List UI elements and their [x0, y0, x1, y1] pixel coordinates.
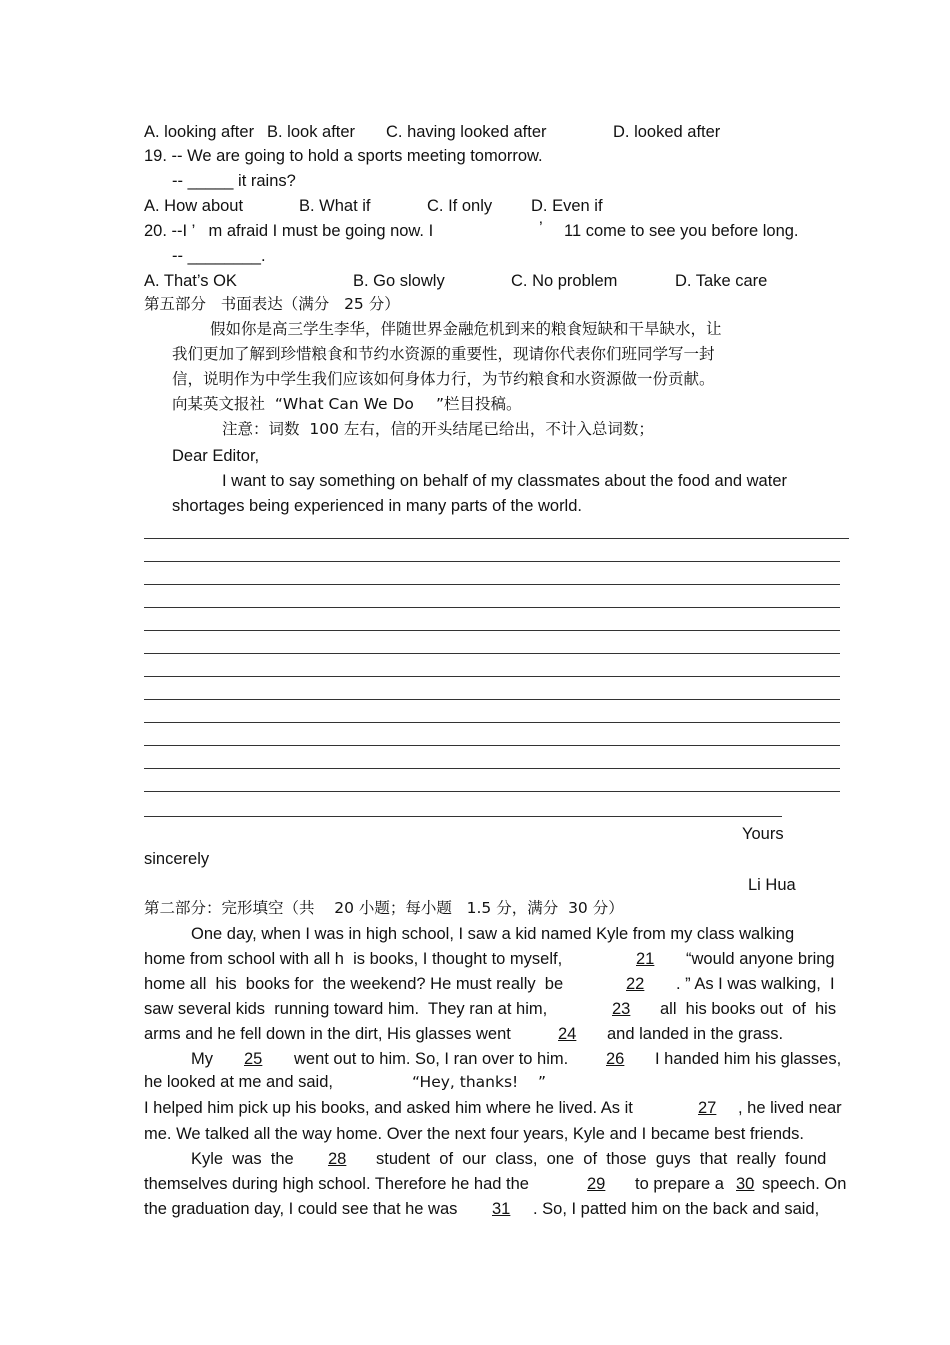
- writing-heading: 第五部分 书面表达（满分 25 分）: [144, 295, 400, 313]
- blank-30: 30: [736, 1175, 755, 1193]
- q20-option-c: C. No problem: [511, 272, 618, 290]
- letter-body-line1: I want to say something on behalf of my classmates about the food and water: [222, 472, 787, 490]
- cloze-line: me. We talked all the way home. Over the next four years, Kyle and I became best friends.: [144, 1125, 805, 1143]
- letter-body-line2: shortages being experienced in many parts of the world.: [172, 497, 582, 515]
- blank-21: 21: [636, 950, 655, 968]
- letter-salutation: Dear Editor,: [172, 447, 260, 465]
- cloze-line: , he lived near: [738, 1099, 842, 1117]
- writing-prompt-line1: 假如你是高三学生李华，伴随世界金融危机到来的粮食短缺和干旱缺水，让: [210, 320, 722, 338]
- blank-24: 24: [558, 1025, 577, 1043]
- q20-option-d: D. Take care: [675, 272, 768, 290]
- q20-option-a: A. That’s OK: [144, 272, 237, 290]
- answer-line: [144, 722, 840, 723]
- q19-option-d: D. Even if: [531, 197, 603, 215]
- answer-line: [144, 630, 840, 631]
- blank-29: 29: [587, 1175, 606, 1193]
- cloze-line: “would anyone bring: [686, 950, 835, 968]
- answer-line: [144, 816, 782, 817]
- answer-line: [144, 538, 849, 539]
- cloze-line: One day, when I was in high school, I saw a kid named Kyle from my class walking: [191, 925, 795, 943]
- q19-option-a: A. How about: [144, 197, 244, 215]
- answer-line: [144, 699, 840, 700]
- cloze-line: home from school with all h is books, I thought to myself,: [144, 950, 563, 968]
- cloze-line: to prepare a: [635, 1175, 724, 1193]
- q20-prompt-apostrophe: ’: [539, 219, 543, 237]
- letter-signature: Li Hua: [748, 876, 796, 894]
- cloze-line: . ” As I was walking, I: [676, 975, 835, 993]
- blank-22: 22: [626, 975, 645, 993]
- q20-prompt-part1: 20. --I ’ m afraid I must be going now. I: [144, 222, 434, 240]
- q20-prompt-part2: 11 come to see you before long.: [564, 222, 799, 240]
- writing-prompt-line2: 我们更加了解到珍惜粮食和节约水资源的重要性，现请你代表你们班同学写一封: [172, 345, 715, 363]
- cloze-line: student of our class, one of those guys that really found: [376, 1150, 827, 1168]
- cloze-line: all his books out of his: [660, 1000, 837, 1018]
- q18-option-d: D. looked after: [613, 123, 721, 141]
- cloze-heading: 第二部分：完形填空（共 20 小题；每小题 1.5 分，满分 30 分）: [144, 899, 624, 917]
- cloze-line: saw several kids running toward him. They ran at him,: [144, 1000, 548, 1018]
- answer-line: [144, 607, 840, 608]
- blank-25: 25: [244, 1050, 263, 1068]
- q20-reply: -- ________.: [172, 247, 266, 265]
- blank-27: 27: [698, 1099, 717, 1117]
- cloze-line: . So, I patted him on the back and said,: [533, 1200, 820, 1218]
- cloze-line: the graduation day, I could see that he was: [144, 1200, 458, 1218]
- q19-option-c: C. If only: [427, 197, 493, 215]
- blank-28: 28: [328, 1150, 347, 1168]
- q18-option-c: C. having looked after: [386, 123, 547, 141]
- q19-option-b: B. What if: [299, 197, 371, 215]
- blank-31: 31: [492, 1200, 511, 1218]
- cloze-line: and landed in the grass.: [607, 1025, 784, 1043]
- cloze-line: I helped him pick up his books, and asked him where he lived. As it: [144, 1099, 633, 1117]
- answer-line: [144, 791, 840, 792]
- q19-prompt: 19. -- We are going to hold a sports meeting tomorrow.: [144, 147, 543, 165]
- answer-line: [144, 561, 840, 562]
- q19-reply: -- _____ it rains?: [172, 172, 296, 190]
- blank-26: 26: [606, 1050, 625, 1068]
- answer-line: [144, 653, 840, 654]
- cloze-line: I handed him his glasses,: [655, 1050, 842, 1068]
- answer-line: [144, 676, 840, 677]
- cloze-line: themselves during high school. Therefore he had the: [144, 1175, 529, 1193]
- writing-prompt-line4: 向某英文报社 “What Can We Do: [172, 395, 414, 413]
- writing-note: 注意：词数 100 左右，信的开头结尾已给出，不计入总词数；: [222, 420, 654, 438]
- letter-closing-yours: Yours: [742, 825, 784, 843]
- cloze-line: went out to him. So, I ran over to him.: [294, 1050, 569, 1068]
- cloze-line: arms and he fell down in the dirt, His glasses went: [144, 1025, 511, 1043]
- q20-option-b: B. Go slowly: [353, 272, 445, 290]
- cloze-line: speech. On: [762, 1175, 847, 1193]
- cloze-line: My: [191, 1050, 213, 1068]
- answer-line: [144, 768, 840, 769]
- cloze-line: home all his books for the weekend? He must really be: [144, 975, 564, 993]
- cloze-line: he looked at me and said,: [144, 1073, 333, 1091]
- cloze-line: “Hey, thanks! ”: [412, 1073, 546, 1091]
- answer-line: [144, 745, 840, 746]
- blank-23: 23: [612, 1000, 631, 1018]
- q18-option-b: B. look after: [267, 123, 356, 141]
- cloze-line: Kyle was the: [191, 1150, 294, 1168]
- q18-option-a: A. looking after: [144, 123, 255, 141]
- writing-prompt-line3: 信，说明作为中学生我们应该如何身体力行，为节约粮食和水资源做一份贡献。: [172, 370, 715, 388]
- writing-prompt-line4-column: ”栏目投稿。: [436, 395, 522, 413]
- letter-closing-sincerely: sincerely: [144, 850, 210, 868]
- answer-line: [144, 584, 840, 585]
